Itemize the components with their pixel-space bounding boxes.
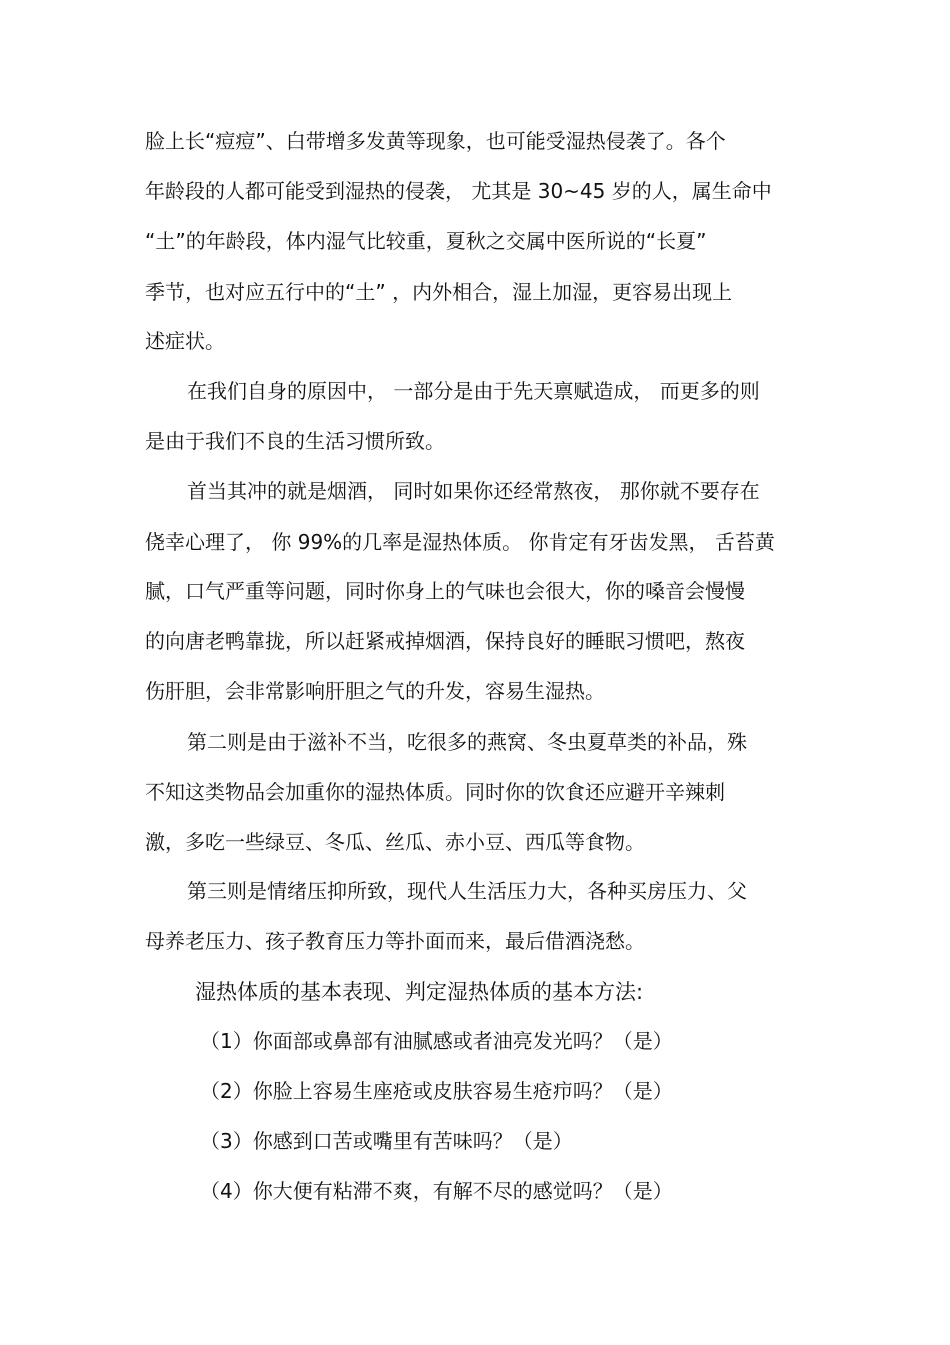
paragraph-line: 季节，也对应五行中的“土” ，内外相合，湿上加湿，更容易出现上 (145, 280, 733, 304)
question-item: （3）你感到口苦或嘴里有苦味吗？（是） (200, 1129, 573, 1153)
paragraph-line: 腻，口气严重等问题，同时你身上的气味也会很大，你的嗓音会慢慢 (145, 579, 745, 603)
paragraph-line: 年龄段的人都可能受到湿热的侵袭， 尤其是 30~45 岁的人，属生命中 (145, 179, 772, 203)
paragraph-line: 侥幸心理了， 你 99%的几率是湿热体质。 你肯定有牙齿发黑， 舌苔黄 (145, 530, 775, 554)
question-item: （1）你面部或鼻部有油腻感或者油亮发光吗？（是） (200, 1029, 673, 1053)
paragraph-line: 不知这类物品会加重你的湿热体质。同时你的饮食还应避开辛辣刺 (145, 780, 725, 804)
paragraph-line: 第三则是情绪压抑所致，现代人生活压力大，各种买房压力、父 (187, 879, 747, 903)
paragraph-line: 的向唐老鸭靠拢，所以赶紧戒掉烟酒，保持良好的睡眠习惯吧，熬夜 (145, 629, 745, 653)
question-item: （2）你脸上容易生座疮或皮肤容易生疮疖吗？（是） (200, 1079, 673, 1103)
section-heading: 湿热体质的基本表现、判定湿热体质的基本方法: (195, 980, 644, 1004)
paragraph-line: 在我们自身的原因中， 一部分是由于先天禀赋造成， 而更多的则 (187, 379, 760, 403)
paragraph-line: 第二则是由于滋补不当，吃很多的燕窝、冬虫夏草类的补品，殊 (187, 730, 747, 754)
question-item: （4）你大便有粘滞不爽，有解不尽的感觉吗？（是） (200, 1179, 673, 1203)
paragraph-line: 伤肝胆，会非常影响肝胆之气的升发，容易生湿热。 (145, 679, 605, 703)
paragraph-line: 是由于我们不良的生活习惯所致。 (145, 429, 445, 453)
paragraph-line: 母养老压力、孩子教育压力等扑面而来，最后借酒浇愁。 (145, 929, 645, 953)
paragraph-line: “土”的年龄段，体内湿气比较重，夏秋之交属中医所说的“长夏” (145, 229, 707, 253)
paragraph-line: 激，多吃一些绿豆、冬瓜、丝瓜、赤小豆、西瓜等食物。 (145, 830, 645, 854)
paragraph-line: 首当其冲的就是烟酒， 同时如果你还经常熬夜， 那你就不要存在 (187, 479, 760, 503)
paragraph-line: 述症状。 (145, 329, 225, 353)
paragraph-line: 脸上长“痘痘”、白带增多发黄等现象，也可能受湿热侵袭了。各个 (145, 129, 726, 153)
